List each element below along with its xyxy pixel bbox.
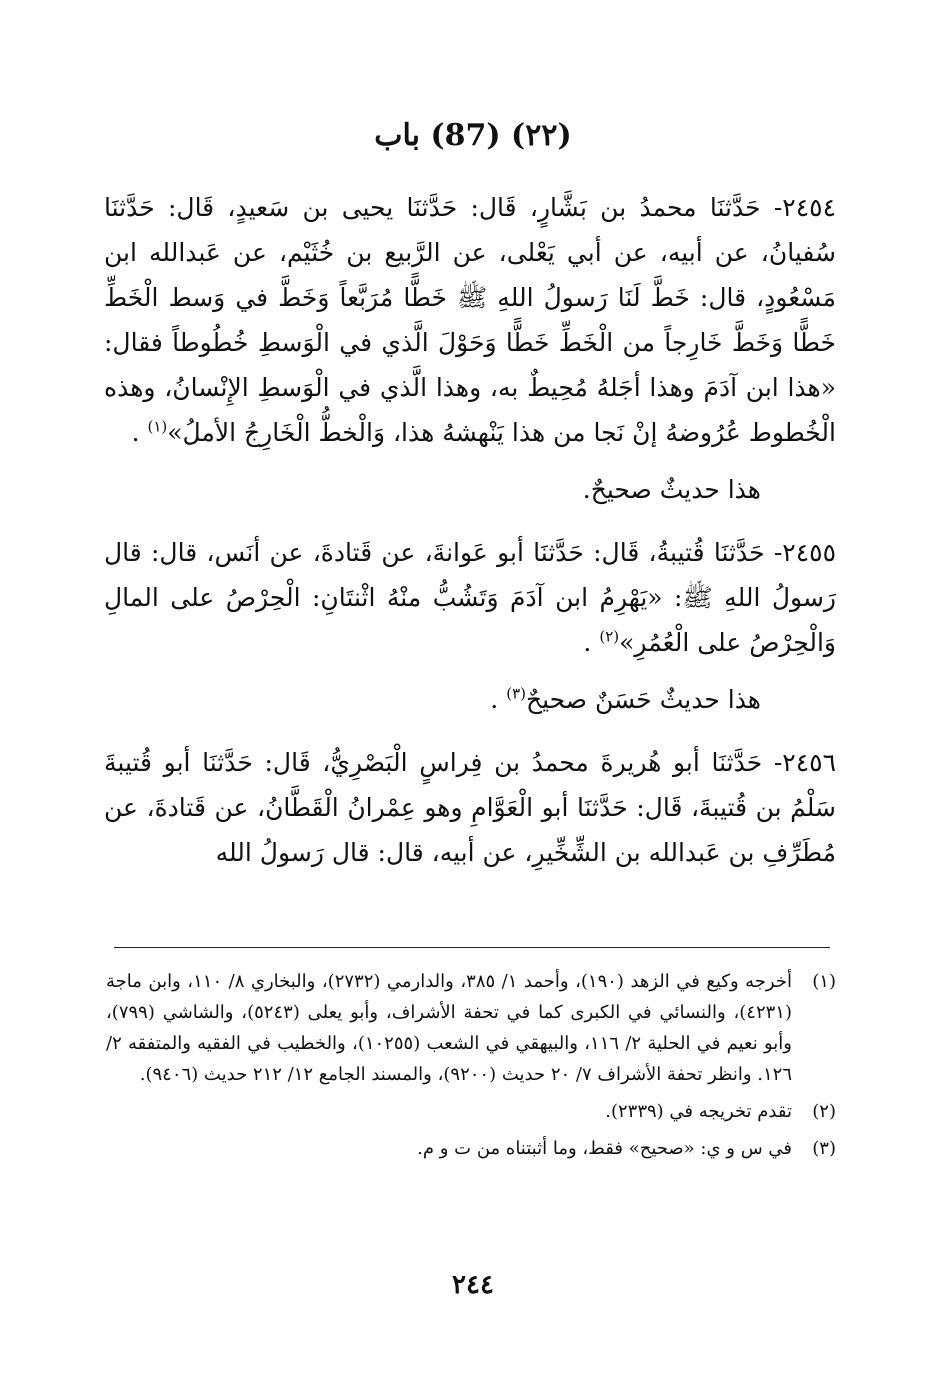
hadith-paragraph [104,740,836,875]
footnote-number: (٣) [812,1138,836,1159]
footnote-item [106,1096,836,1127]
footnote-item [106,1133,836,1164]
hadith-tail: . [131,418,148,447]
footnote-separator [114,947,830,948]
footnotes [106,966,836,1170]
hadith-paragraph [104,530,836,665]
footnote-number: (١) [812,971,836,992]
hadith-paragraph [104,185,836,455]
footnote-text: تقدم تخريجه في (٢٣٣٩). [605,1101,792,1122]
footnote-text: في س و ي: «صحيح» فقط، وما أثبتناه من ت و م. [417,1138,792,1159]
hadith-text: ٢٤٥٦- حَدَّثنَا أبو هُريرةَ محمدُ بن فِراسٍ الْبَصْرِيُّ، قَال: حَدَّثنَا أبو قُتيبةَ سَلْمُ بن قُتيبةَ، قَال: حَدَّثنَا أبو الْعَوَّامِ وهو عِمْرانُ الْقَطَّانُ، عن قَتادةَ، عن مُطَرِّفِ بن عَبدالله بن الشِّخِّيرِ، عن أبيه، قال: قال رَسولُ الله [104,748,836,867]
hadith-text: ٢٤٥٥- حَدَّثنَا قُتيبةُ، قَال: حَدَّثنَا أبو عَوانةَ، عن قَتادةَ، عن أنَس، قال: قال رَسولُ اللهِ ﷺ: «يَهْرِمُ ابن آدَمَ وَتَشُبُّ منْهُ اثْنتَانِ: الْحِرْصُ على المالِ وَالْحِرْصُ على الْعُمُرِ» [104,538,836,657]
hadith-text: ٢٤٥٤- حَدَّثنَا محمدُ بن بَشَّارٍ، قَال: حَدَّثنَا يحيى بن سَعيدٍ، قَال: حَدَّثنَا سُفيانُ، عن أبيه، عن أبي يَعْلى، عن الرَّبيع بن خُثَيْم، عن عَبدالله ابن مَسْعُودٍ، قال: خَطَّ لَنَا رَسولُ اللهِ ﷺ خَطًّا مُرَبَّعاً وَخَطَّ في وَسط الْخَطِّ خَطًّا وَخَطَّ خَارِجاً من الْخَطِّ خَطًّا وَحَوْلَ الَّذي في الْوَسطِ خُطُوطاً فقال: «هذا ابن آدَمَ وهذا أجَلهُ مُحِيطٌ به، وهذا الَّذي في الْوَسطِ الإِنْسانُ، وهذه الْخُطوط عُرُوضهُ إنْ نَجا من هذا يَنْهشهُ هذا، وَالْخطُّ الْخَارِجُ الأملُ» [104,193,836,447]
hadith-verdict [104,467,836,512]
hadith-verdict: هذا حديثٌ حَسَنٌ صحيحٌ$^{(٣)}$ . [490,684,761,714]
page-number: ٢٤٤ [452,1270,494,1300]
footnote-number: (٢) [812,1101,836,1122]
footnote-text: أخرجه وكيع في الزهد (١٩٠)، وأحمد ١/ ٣٨٥، والدارمي (٢٧٣٢)، والبخاري ٨/ ١١٠، وابن ماجة (٤٢٣١)، والنسائي في الكبرى كما في تحفة الأشراف، وأبو يعلى (٥٢٤٣)، والشاشي (٧٩٩)، وأبو نعيم في الحلية ٢/ ١١٦، والبيهقي في الشعب (١٠٢٥٥)، والخطيب في الفقيه والمتفقه ٢/ ١٢٦. وانظر تحفة الأشراف ٧/ ٢٠ حديث (٩٢٠٠)، والمسند الجامع ١٢/ ٢١٢ حديث (٩٤٠٦). [106,971,792,1085]
hadith-tail: . [583,628,600,657]
verdict-text: هذا حديثٌ حَسَنٌ صحيحٌ [525,685,761,714]
footnote-reference: (٢) [599,627,620,646]
footnote-reference: (٣) [506,684,526,703]
footnote-item [106,966,836,1090]
footnote-reference: (١) [147,417,168,436]
main-text [104,185,836,875]
verdict-text: هذا حديثٌ صحيحٌ. [582,475,761,504]
chapter-heading: (٢٢) (87) باب [374,118,572,153]
